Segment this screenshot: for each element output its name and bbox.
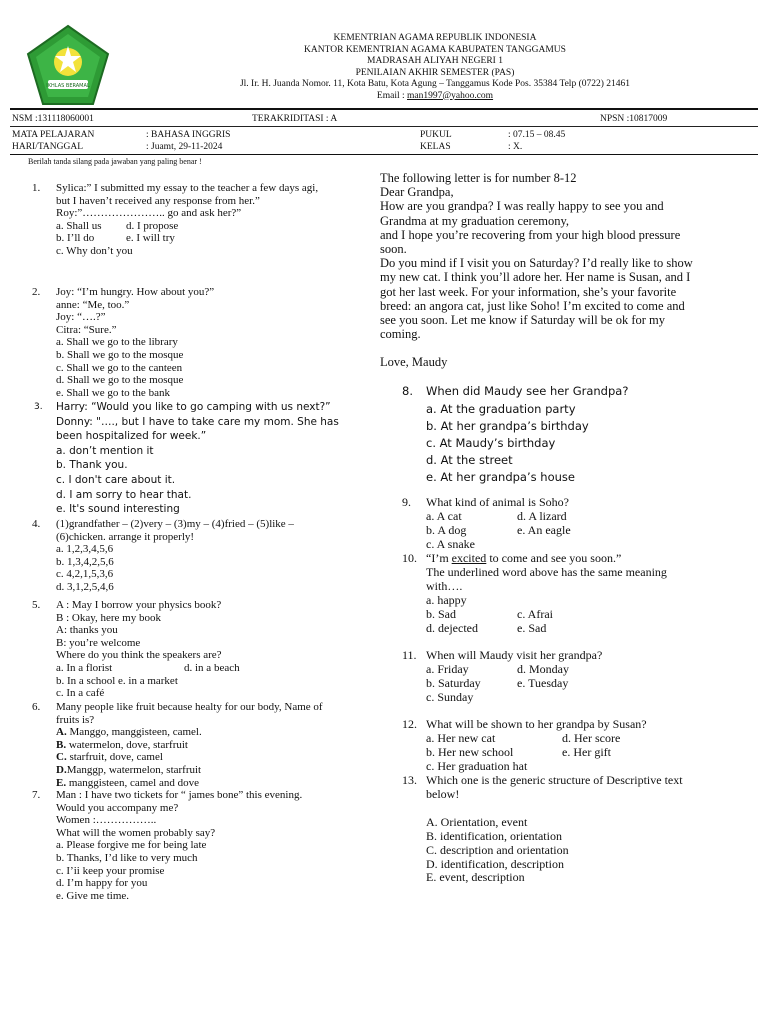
option: c. In a café bbox=[56, 687, 105, 700]
question-text: Joy: “….?” bbox=[56, 311, 106, 324]
question-text: Which one is the generic structure of Descriptive text bbox=[426, 773, 683, 787]
question-text: (6)chicken. arrange it properly! bbox=[56, 530, 195, 543]
option: d. Monday bbox=[517, 661, 569, 676]
question-number: 7. bbox=[32, 789, 41, 801]
question-2 bbox=[32, 286, 214, 399]
nsm: NSM :131118060001 bbox=[12, 114, 94, 124]
option: e. Sad bbox=[517, 620, 547, 635]
option: b. In a school e. in a market bbox=[56, 674, 178, 687]
question-text: What will the women probably say? bbox=[56, 826, 216, 839]
option: c. At Maudy’s birthday bbox=[426, 436, 556, 450]
question-7 bbox=[32, 789, 302, 902]
header-email-row bbox=[160, 91, 710, 103]
date-label: HARI/TANGGAL bbox=[12, 142, 84, 152]
option: a. Her new cat bbox=[426, 730, 496, 745]
question-8 bbox=[380, 383, 760, 486]
option: e. Give me time. bbox=[56, 889, 130, 902]
logo-text: IKHLAS BERAMAL bbox=[46, 83, 90, 89]
option: c. A snake bbox=[426, 536, 475, 551]
letter-line: Grandma at my graduation ceremony, bbox=[380, 213, 570, 228]
option: b. At her grandpa’s birthday bbox=[426, 419, 589, 433]
option-key: D. bbox=[56, 763, 67, 776]
kemenag-logo bbox=[26, 24, 110, 108]
letter-intro: The following letter is for number 8-12 bbox=[380, 171, 577, 185]
question-text: Sylica:” I submitted my essay to the teacher a few days agi, bbox=[56, 182, 319, 194]
option: e. An eagle bbox=[517, 522, 571, 537]
question-text: What kind of animal is Soho? bbox=[426, 495, 569, 509]
question-4 bbox=[32, 518, 294, 594]
question-number: 8. bbox=[402, 384, 413, 398]
option: a. At the graduation party bbox=[426, 402, 576, 416]
option: b. Shall we go to the mosque bbox=[56, 348, 184, 361]
question-number: 13. bbox=[402, 773, 417, 787]
question-text: A: thanks you bbox=[56, 624, 118, 637]
option-key: A. bbox=[56, 726, 67, 739]
question-12 bbox=[380, 718, 760, 774]
option: c. I don't care about it. bbox=[56, 473, 176, 486]
question-number: 4. bbox=[32, 518, 41, 530]
class-label: KELAS bbox=[420, 142, 451, 152]
option: a. Please forgive me for being late bbox=[56, 839, 207, 852]
date-value: : Juamt, 29-11-2024 bbox=[146, 142, 223, 152]
question-text: Citra: “Sure.” bbox=[56, 323, 117, 336]
option: c. Her graduation hat bbox=[426, 758, 528, 773]
option: b. Sad bbox=[426, 606, 456, 621]
option: a. happy bbox=[426, 592, 467, 607]
question-text: Many people like fruit because healty for our body, Name of bbox=[56, 701, 323, 713]
question-number: 12. bbox=[402, 717, 417, 731]
question-text: The underlined word above has the same meaning bbox=[426, 564, 667, 579]
option: d. At the street bbox=[426, 453, 513, 467]
option: d. in a beach bbox=[184, 661, 240, 674]
question-text: Roy:”………………….. go and ask her?” bbox=[56, 207, 242, 220]
instruction: Berilah tanda silang pada jawaban yang paling benar ! bbox=[28, 157, 202, 166]
time-value: : 07.15 – 08.45 bbox=[508, 130, 566, 140]
option: C. description and orientation bbox=[426, 842, 569, 857]
question-text: Women :…………….. bbox=[56, 814, 157, 827]
npsn: NPSN :10817009 bbox=[600, 114, 668, 124]
email-label: Email : bbox=[376, 90, 407, 101]
subject-label: MATA PELAJARAN bbox=[12, 130, 95, 140]
letter-closing: Love, Maudy bbox=[380, 355, 448, 370]
option: d. 3,1,2,5,4,6 bbox=[56, 580, 114, 593]
question-5 bbox=[32, 599, 240, 700]
letter-line: got her last week. For your information, she’s your favorite bbox=[380, 284, 677, 299]
letter-line: coming. bbox=[380, 327, 421, 342]
option: e. I will try bbox=[126, 232, 175, 245]
email-link[interactable]: man1997@yahoo.com bbox=[407, 90, 494, 101]
question-text: When did Maudy see her Grandpa? bbox=[426, 384, 629, 398]
question-number: 5. bbox=[32, 599, 41, 611]
header-line: MADRASAH ALIYAH NEGERI 1 bbox=[367, 56, 503, 66]
header-address: Jl. Ir. H. Juanda Nomor. 11, Kota Batu, Kota Agung – Tanggamus Kode Pos. 35384 Telp (0722) 21461 bbox=[239, 79, 631, 89]
option: a. Friday bbox=[426, 661, 469, 676]
question-text: Where do you think the speakers are? bbox=[56, 649, 222, 662]
question-number: 11. bbox=[402, 648, 417, 662]
header-line: KEMENTRIAN AGAMA REPUBLIK INDONESIA bbox=[333, 33, 537, 43]
option: c. I’ii keep your promise bbox=[56, 864, 165, 877]
question-number: 9. bbox=[402, 495, 411, 509]
option-key: C. bbox=[56, 751, 67, 764]
question-text: (1)grandfather – (2)very – (3)my – (4)fried – (5)like – bbox=[56, 518, 294, 530]
option-text: Manggo, manggisteen, camel. bbox=[66, 726, 202, 739]
option: a. Shall we go to the library bbox=[56, 336, 178, 349]
question-text: Would you accompany me? bbox=[56, 801, 179, 814]
question-number: 6. bbox=[32, 701, 41, 713]
option: b. Saturday bbox=[426, 675, 481, 690]
question-number: 2. bbox=[32, 286, 41, 298]
question-text: anne: “Me, too.” bbox=[56, 298, 130, 311]
time-label: PUKUL bbox=[420, 130, 452, 140]
letter-line: and I hope you’re recovering from your high blood pressure bbox=[380, 227, 681, 242]
letter-line: breed: an angora cat, just like Soho! I’m excited to come and bbox=[380, 298, 685, 313]
header-divider bbox=[10, 108, 758, 110]
option: d. I am sorry to hear that. bbox=[56, 488, 192, 501]
question-text: Joy: “I’m hungry. How about you?” bbox=[56, 286, 215, 298]
option-text: starfruit, dove, camel bbox=[66, 751, 163, 764]
letter-line: Do you mind if I visit you on Saturday? I’d really like to show bbox=[380, 256, 693, 271]
option: c. Why don’t you bbox=[56, 244, 133, 257]
header-line: PENILAIAN AKHIR SEMESTER (PAS) bbox=[355, 67, 515, 78]
option: d. Shall we go to the mosque bbox=[56, 374, 184, 387]
question-10 bbox=[380, 552, 760, 635]
option bbox=[56, 751, 323, 764]
option-text: Manggp, watermelon, starfruit bbox=[66, 763, 202, 776]
option-key: E. bbox=[56, 776, 67, 789]
question-text: below! bbox=[426, 786, 460, 801]
option: d. A lizard bbox=[517, 508, 567, 523]
question-number: 10. bbox=[402, 551, 417, 565]
info-divider bbox=[10, 126, 758, 127]
option: d. I’m happy for you bbox=[56, 877, 148, 890]
question-text: with…. bbox=[426, 578, 463, 593]
option: b. 1,3,4,2,5,6 bbox=[56, 555, 114, 568]
question-6 bbox=[32, 701, 323, 789]
option: c. Shall we go to the canteen bbox=[56, 361, 183, 374]
option: c. Sunday bbox=[426, 689, 474, 704]
question-text: but I haven’t received any response from her.” bbox=[56, 194, 260, 207]
option-text: watermelon, dove, starfruit bbox=[66, 738, 188, 751]
option: b. A dog bbox=[426, 522, 467, 537]
question-text: Harry: “Would you like to go camping with us next?” bbox=[56, 401, 331, 413]
option: e. Tuesday bbox=[517, 675, 569, 690]
option: a. Shall us bbox=[56, 219, 102, 232]
akreditasi: TERAKRIDITASI : A bbox=[252, 114, 338, 124]
letterhead bbox=[160, 33, 710, 102]
option bbox=[56, 739, 323, 752]
question-number: 1. bbox=[32, 182, 41, 194]
question-text: B : Okay, here my book bbox=[56, 611, 161, 624]
question-text: “I’m excited to come and see you soon.” bbox=[426, 551, 622, 565]
letter bbox=[380, 171, 760, 370]
question-text: Donny: "…., but I have to take care my mom. She has bbox=[56, 415, 339, 428]
option: e. It's sound interesting bbox=[56, 503, 180, 516]
question-9 bbox=[380, 496, 760, 552]
option: b. Her new school bbox=[426, 744, 514, 759]
option bbox=[56, 764, 323, 777]
question-text: B: you’re welcome bbox=[56, 636, 141, 649]
letter-line: soon. bbox=[380, 242, 407, 257]
letter-greeting: Dear Grandpa, bbox=[380, 185, 454, 200]
header-line: KANTOR KEMENTRIAN AGAMA KABUPATEN TANGGAMUS bbox=[304, 44, 566, 55]
option: c. 4,2,1,5,3,6 bbox=[56, 568, 114, 581]
option: A. Orientation, event bbox=[426, 814, 528, 829]
option-text: manggisteen, camel and dove bbox=[66, 776, 199, 789]
option: B. identification, orientation bbox=[426, 828, 562, 843]
letter-line: my new cat. I think you’ll adore her. Her name is Susan, and I bbox=[380, 270, 691, 285]
info-bottom-divider bbox=[10, 154, 758, 155]
question-11 bbox=[380, 649, 760, 705]
class-value: : X. bbox=[508, 142, 523, 152]
option: c. Afrai bbox=[517, 606, 553, 621]
option-key: B. bbox=[56, 738, 67, 751]
option bbox=[56, 726, 323, 739]
option: D. identification, description bbox=[426, 856, 564, 871]
option: E. event, description bbox=[426, 870, 525, 885]
option: b. Thanks, I’d like to very much bbox=[56, 851, 198, 864]
question-1 bbox=[32, 182, 318, 258]
option: e. Shall we go to the bank bbox=[56, 386, 170, 399]
question-text: A : May I borrow your physics book? bbox=[56, 599, 222, 611]
option bbox=[56, 777, 323, 790]
option: d. I propose bbox=[126, 219, 179, 232]
question-text: What will be shown to her grandpa by Susan? bbox=[426, 717, 647, 731]
option: d. dejected bbox=[426, 620, 478, 635]
question-number: 3. bbox=[34, 402, 43, 412]
option: b. Thank you. bbox=[56, 459, 128, 472]
question-text: Man : I have two tickets for “ james bone” this evening. bbox=[56, 789, 303, 801]
option: a. 1,2,3,4,5,6 bbox=[56, 543, 114, 556]
option: b. I’ll do bbox=[56, 232, 95, 245]
letter-line: How are you grandpa? I was really happy to see you and bbox=[380, 199, 664, 214]
question-text: been hospitalized for week.” bbox=[56, 430, 207, 443]
question-3 bbox=[32, 400, 339, 517]
option: a. In a florist bbox=[56, 661, 113, 674]
option: d. Her score bbox=[562, 730, 621, 745]
option: a. A cat bbox=[426, 508, 462, 523]
subject-value: : BAHASA INGGRIS bbox=[146, 130, 231, 140]
option: a. don’t mention it bbox=[56, 444, 154, 457]
question-text: fruits is? bbox=[56, 713, 95, 726]
letter-line: see you soon. Let me know if Saturday will be ok for my bbox=[380, 313, 666, 328]
question-text: When will Maudy visit her grandpa? bbox=[426, 648, 603, 662]
question-13 bbox=[380, 774, 760, 885]
underlined-word: excited bbox=[451, 551, 487, 565]
option: e. Her gift bbox=[562, 744, 611, 759]
option: e. At her grandpa’s house bbox=[426, 470, 575, 484]
